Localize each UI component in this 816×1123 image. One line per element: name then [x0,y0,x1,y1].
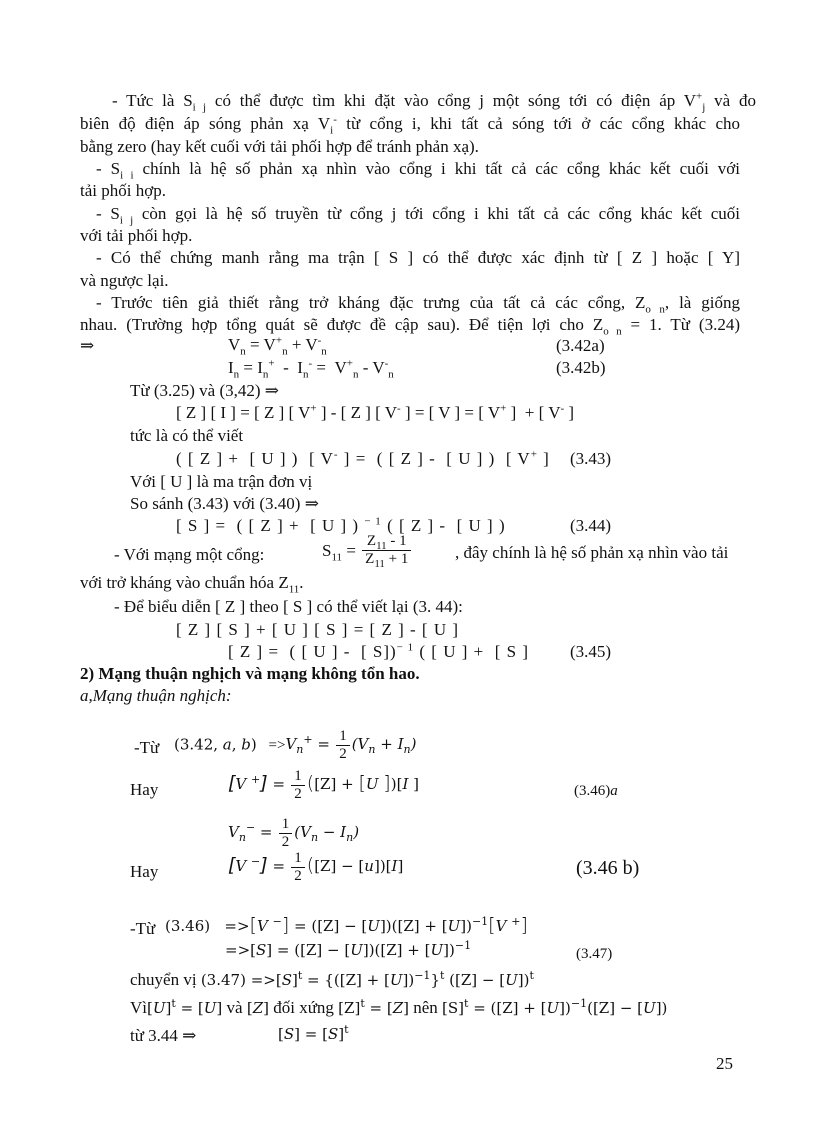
subscript: i [330,124,334,137]
subscript: j [702,101,706,114]
text-span: - Tức là S [112,91,193,110]
text-span: nhau. (Trường hợp tổng quát sẽ được đề cập sau). Để tiện lợi cho Z [80,315,604,334]
equation-3-42b: $I_n = I_n^+ - I_n^- = V^+_n - V^-_n$ [228,357,394,381]
equation-v-minus-s: (3.46) =>[V $^-] = ([Z] - [U])([Z] + [U])^{-1}[V$ +] [165,914,528,936]
equation-3-47: $=>[S] = ([Z] - [U])([Z] + [U])^{-1}$ [225,939,472,959]
equation-zi: [ Z ] [ I ] = [ Z ] [ V+ ] - [ Z ] [ V- ] = [ V ] = [ V+ ] + [ V- ] [176,402,575,422]
text-line: Hay [130,862,159,881]
equation-tag: (3.45) [570,642,612,661]
text-span: biên độ điện áp sóng phản xạ V [80,114,331,133]
equation-3-44: [ S ] = ( [ Z ] + [ U ] ) $^{- 1}$ ( [ Z ] - [ U ] ) [176,515,506,535]
text-line: - Để biểu diễn [ Z ] theo [ S ] có thể viết lại (3. 44): [114,597,463,616]
equation-3-42a: $V_n = V^+_n + V^-_n$ [228,334,327,358]
text-line: -Từ [130,919,156,938]
text-span: và đo [705,91,756,110]
text-line: , đây chính là hệ số phản xạ nhìn vào tải [455,543,729,562]
section-heading: 2) Mạng thuận nghịch và mạng không tổn hao. [80,664,420,683]
text-line [96,293,740,316]
subscript: i j [119,214,134,227]
subscript: i i [120,169,134,182]
text-line [114,540,264,570]
text-span: nên [413,998,438,1017]
equation-tag: (3.43) [570,449,612,468]
text-span: chuyển vị [130,970,197,989]
text-span: còn gọi là hệ số truyền từ cổng j tới cổng i khi tất cả các cổng khác kết cuối [133,204,740,223]
text-line: bằng zero (hay kết cuối với tải phối hợp để tránh phản xạ). [80,137,479,156]
text-line: Hay [130,780,159,799]
tag-letter: a [610,783,618,799]
subscript: o n [645,303,665,316]
equation-3-46a: [V +] = $\frac{1}{2}$ ([Z] + [U ])[I ] [228,768,419,802]
equation-3-45a: [ Z ] [ S ] + [ U ] [ S ] = [ Z ] - [ U ] [176,620,460,639]
tag-text: (3.46) [574,783,611,799]
superscript: - [333,113,337,126]
text-line: - Có thể chứng manh rằng ma trận [ S ] có thể được xác định từ [ Z ] hoặc [ Y] [96,248,740,267]
text-line: -Từ [134,738,160,757]
text-span: chính là hệ số phản xạ nhìn vào cổng i khi tất cả các cổng khác kết cuối với [133,159,740,178]
text-line: tức là có thể viết [130,426,244,445]
text-span: Vì [130,998,147,1017]
text-line: và ngược lại. [80,271,169,290]
text-line: $Vì[U]^t = [U]$ và [Z] đối xứng $[Z]^t = [Z]$ nên $[S]^t = ([Z] + [U])^{-1}([Z] - [U])$ [130,997,668,1017]
implies-symbol: ⇒ [80,336,95,355]
text-span: đối xứng [273,998,334,1017]
text-line [96,159,740,182]
text-span: - S [96,159,121,178]
equation-tag [574,781,618,801]
s11-formula: $S_{11}$ = $\frac{Z_{11} - 1}{Z_{11} + 1}$ [322,533,413,568]
text-line [96,90,756,114]
text-span: - Với mạng một cổng: [114,545,265,564]
text-span: - S [96,204,120,223]
equation-tag: (3.42a) [556,336,605,355]
fraction: $\frac{Z_{11} - 1}{Z_{11} + 1}$ [362,533,411,568]
subscript: i j [192,101,207,114]
subsection-heading: a,Mạng thuận nghịch: [80,686,232,705]
page-number: 25 [716,1054,733,1073]
equation-s-symmetric: $[S] = [S]^t$ [278,1023,349,1043]
text-line [80,315,741,338]
equation-tag: (3.47) [576,946,613,962]
equation-vn-plus: (3.42, a, $b) =>V_n^+$ = $\frac{1}{2}$ $(V_n + I_n)$ [174,728,417,762]
text-span: và [226,998,243,1017]
text-line: Với [ U ] là ma trận đơn vị [130,472,313,491]
equation-3-45: [ Z ] = ( [ U ] - [ S])$^{- 1}$ ( [ U ] + [ S ] [228,641,529,661]
text-line [96,204,740,227]
text-line: với trở kháng vào chuẩn hóa $Z_{11}$. [80,573,304,596]
text-line: chuyển vị $(3.47) =>[S]^t = \{([Z] + [U])^{-1}\}^t$ $([Z] - [U])^t$ [130,969,534,989]
text-span: từ cổng i, khi tất cả sóng tới ở các cổng khác cho [336,114,740,133]
text-span: , là giống [664,293,740,312]
subscript: o n [603,325,622,338]
text-span: - Trước tiên giả thiết rằng trở kháng đặc trưng của tất cả các cổng, Z [96,293,646,312]
equation-3-43: ( [ Z ] + [ U ] ) [ V- ] = ( [ Z ] - [ U ] ) [ V+ ] [176,448,550,468]
equation-vn-minus: $V_n^-$ = $\frac{1}{2}$ $(V_n - I_n)$ [228,816,360,850]
text-line [80,113,740,137]
text-span: với trở kháng vào chuẩn hóa Z [80,573,289,592]
text-line: với tải phối hợp. [80,226,193,245]
equation-tag: (3.46 b) [576,857,640,879]
text-span: có thể được tìm khi đặt vào cổng j một sóng tới có điện áp V [206,91,697,110]
text-line: tải phối hợp. [80,181,166,200]
text-line: từ 3.44 ⇒ [130,1026,197,1045]
equation-3-46b: [V −] = $\frac{1}{2}$ ([Z] − [u])[I] [228,850,404,884]
text-line: Từ (3.25) và (3,42) ⇒ [130,381,280,400]
superscript: + [696,90,703,103]
equation-tag: (3.44) [570,516,612,535]
text-line: So sánh (3.43) với (3.40) ⇒ [130,494,319,513]
equation-tag: (3.42b) [556,358,606,377]
text-span: = 1. Từ (3.24) [621,315,741,334]
